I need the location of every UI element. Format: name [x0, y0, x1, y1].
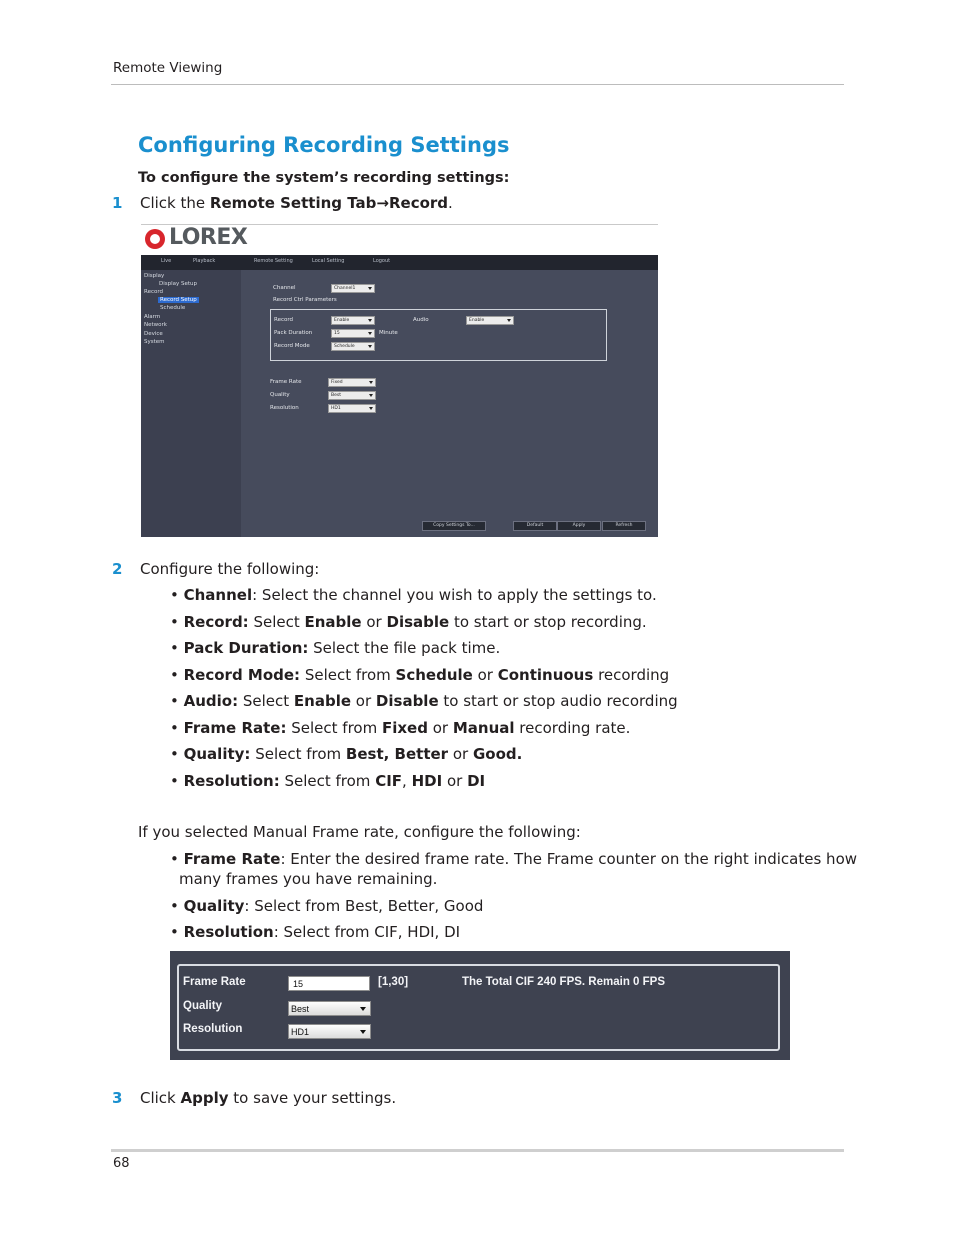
frame-rate-select[interactable]: Fixed — [328, 378, 376, 387]
step-1-post: . — [448, 194, 453, 212]
tree-record[interactable]: Record — [144, 289, 164, 295]
tree-alarm[interactable]: Alarm — [144, 314, 161, 320]
tree-device[interactable]: Device — [144, 331, 163, 337]
audio-label: Audio — [413, 317, 429, 323]
top-nav — [141, 255, 658, 270]
bullet-desc: Select — [248, 613, 305, 631]
bullet-term: Record Mode: — [183, 666, 301, 684]
bullet-desc: Select from — [279, 772, 376, 790]
bullet-desc: : Select from CIF, HDI, DI — [273, 923, 461, 941]
bullet-desc: Select from — [300, 666, 396, 684]
running-header: Remote Viewing — [113, 60, 223, 76]
bullet-desc: or — [472, 666, 498, 684]
quality-label: Quality — [183, 1000, 222, 1012]
record-params-group — [270, 309, 607, 361]
pack-duration-label: Pack Duration — [274, 330, 313, 336]
step-1-number: 1 — [112, 194, 123, 212]
refresh-button[interactable]: Refresh — [602, 521, 646, 531]
bullet-frame-rate: • Frame Rate: Select from Fixed or Manual recording rate. — [170, 719, 631, 737]
pack-duration-select[interactable]: 15 — [331, 329, 375, 338]
bullet-option: CIF — [375, 772, 403, 790]
bullet-option: Good. — [472, 745, 523, 763]
step-2-number: 2 — [112, 560, 123, 578]
logo-text: LOREX — [169, 225, 248, 250]
bullet-desc: Select from — [286, 719, 382, 737]
bullet-record-mode: • Record Mode: Select from Schedule or Continuous recording — [170, 666, 670, 684]
quality-select[interactable]: Best — [328, 391, 376, 400]
bullet-term: Frame Rate: — [183, 719, 287, 737]
bullet-term: Quality — [183, 897, 245, 915]
manual-bullet-frame-rate: • Frame Rate: Enter the desired frame rate. The Frame counter on the right indicates how — [170, 850, 858, 868]
channel-label: Channel — [273, 285, 296, 291]
bullet-term: Audio: — [183, 692, 239, 710]
bullet-term: Resolution: — [183, 772, 280, 790]
tree-network[interactable]: Network — [144, 322, 167, 328]
bullet-desc: or — [361, 613, 387, 631]
bullet-option: Enable — [293, 692, 352, 710]
manual-bullet-resolution: • Resolution: Select from CIF, HDI, DI — [170, 923, 461, 941]
bullet-desc: Select from — [250, 745, 346, 763]
resolution-label: Resolution — [183, 1023, 243, 1035]
bullet-pack-duration: • Pack Duration: Select the file pack time. — [170, 639, 501, 657]
bullet-term: Resolution — [183, 923, 274, 941]
bullet-option: Disable — [386, 613, 450, 631]
manual-frame-rate-screenshot — [170, 951, 790, 1060]
copy-settings-button[interactable]: Copy Settings To... — [422, 521, 486, 531]
manual-bullet-quality: • Quality: Select from Best, Better, Good — [170, 897, 484, 915]
quality-label: Quality — [270, 392, 290, 398]
params-label: Record Ctrl Parameters — [273, 297, 337, 303]
page-number: 68 — [113, 1156, 130, 1171]
bullet-audio: • Audio: Select Enable or Disable to start or stop audio recording — [170, 692, 678, 710]
bullet-term: Frame Rate — [183, 850, 281, 868]
step-3-text — [140, 1089, 396, 1107]
step-3-number: 3 — [112, 1089, 123, 1107]
bullet-term: Pack Duration: — [183, 639, 309, 657]
step-1-bold: Remote Setting Tab — [209, 194, 377, 212]
record-label: Record — [274, 317, 294, 323]
bullet-quality: • Quality: Select from Best, Better or Good. — [170, 745, 523, 763]
frame-rate-label: Frame Rate — [270, 379, 302, 385]
tree-record-setup[interactable]: Record Setup — [160, 297, 197, 303]
arrow-icon: → — [376, 194, 389, 212]
bullet-desc: : Select from Best, Better, Good — [244, 897, 484, 915]
nav-live[interactable]: Live — [161, 258, 172, 264]
bullet-option: Disable — [375, 692, 439, 710]
nav-local-setting[interactable]: Local Setting — [312, 258, 345, 264]
bullet-desc: to start or stop recording. — [449, 613, 647, 631]
step-1-bold2: Record — [388, 194, 449, 212]
nav-logout[interactable]: Logout — [373, 258, 391, 264]
tree-system[interactable]: System — [144, 339, 165, 345]
bullet-term: Quality: — [183, 745, 251, 763]
header-rule — [111, 84, 844, 85]
bullet-desc: or — [442, 772, 468, 790]
bullet-desc: recording — [593, 666, 670, 684]
bullet-desc: , — [402, 772, 412, 790]
manual-bullet-frame-rate-cont: many frames you have remaining. — [179, 870, 438, 888]
bullet-channel: • Channel: Select the channel you wish to apply the settings to. — [170, 586, 657, 604]
bullet-option: Fixed — [381, 719, 428, 737]
fps-counter: The Total CIF 240 FPS. Remain 0 FPS — [462, 976, 666, 988]
record-mode-select[interactable]: Schedule — [331, 342, 375, 351]
apply-button[interactable]: Apply — [557, 521, 601, 531]
default-button[interactable]: Default — [513, 521, 557, 531]
nav-playback[interactable]: Playback — [193, 258, 216, 264]
bullet-desc: : Select the channel you wish to apply the settings to. — [252, 586, 657, 604]
resolution-value: HD1 — [291, 1027, 310, 1037]
bullet-desc: or — [351, 692, 376, 710]
frame-rate-label: Frame Rate — [183, 976, 246, 988]
bullet-desc: Select the file pack time. — [308, 639, 501, 657]
nav-remote-setting[interactable]: Remote Setting — [254, 258, 293, 264]
record-mode-label: Record Mode — [274, 343, 310, 349]
manual-intro: If you selected Manual Frame rate, configure the following: — [138, 823, 581, 841]
frame-rate-input[interactable]: 15 — [288, 976, 370, 991]
audio-select[interactable]: Enable — [466, 316, 514, 325]
bullet-desc: recording rate. — [514, 719, 631, 737]
frame-rate-range: [1,30] — [378, 976, 409, 988]
bullet-term: Record: — [183, 613, 249, 631]
bullet-option: Best, Better — [345, 745, 449, 763]
bullet-option: Continuous — [497, 666, 594, 684]
chevron-down-icon — [360, 1030, 366, 1034]
bullet-desc: or — [448, 745, 473, 763]
step-2-text: Configure the following: — [140, 560, 320, 578]
resolution-select[interactable]: HD1 — [328, 404, 376, 413]
lorex-logo-icon — [145, 229, 165, 249]
bullet-desc: : Enter the desired frame rate. The Frame counter on the right indicates how — [280, 850, 858, 868]
pack-unit: Minute — [379, 330, 398, 336]
bullet-desc: to start or stop audio recording — [438, 692, 678, 710]
footer-rule — [111, 1149, 844, 1152]
step-3-post: to save your settings. — [228, 1089, 397, 1107]
bullet-option: Enable — [304, 613, 362, 631]
quality-value: Best — [291, 1004, 310, 1014]
bullet-resolution: • Resolution: Select from CIF, HDI or DI — [170, 772, 486, 790]
step-1-text — [140, 194, 453, 212]
channel-select[interactable]: Channel1 — [331, 284, 375, 293]
page-title: Configuring Recording Settings — [138, 133, 510, 157]
bullet-option: Schedule — [395, 666, 473, 684]
step-1-pre: Click the — [140, 194, 210, 212]
bullet-desc: Select — [238, 692, 294, 710]
resolution-select[interactable] — [288, 1024, 371, 1039]
bullet-option: DI — [467, 772, 486, 790]
tree-display[interactable]: Display — [144, 273, 165, 279]
bullet-option: Manual — [452, 719, 515, 737]
procedure-heading: To configure the system’s recording settings: — [138, 170, 510, 186]
record-settings-screenshot — [141, 224, 658, 537]
settings-tree — [141, 270, 241, 537]
chevron-down-icon — [360, 1007, 366, 1011]
tree-display-setup[interactable]: Display Setup — [159, 281, 198, 287]
step-3-pre: Click — [140, 1089, 181, 1107]
resolution-label: Resolution — [270, 405, 299, 411]
bullet-record: • Record: Select Enable or Disable to start or stop recording. — [170, 613, 647, 631]
logo-bar — [141, 224, 658, 256]
quality-select[interactable] — [288, 1001, 371, 1016]
bullet-option: HDI — [411, 772, 443, 790]
step-3-bold: Apply — [180, 1089, 229, 1107]
bullet-term: Channel — [183, 586, 253, 604]
tree-schedule[interactable]: Schedule — [160, 305, 186, 311]
record-select[interactable]: Enable — [331, 316, 375, 325]
bullet-desc: or — [427, 719, 453, 737]
